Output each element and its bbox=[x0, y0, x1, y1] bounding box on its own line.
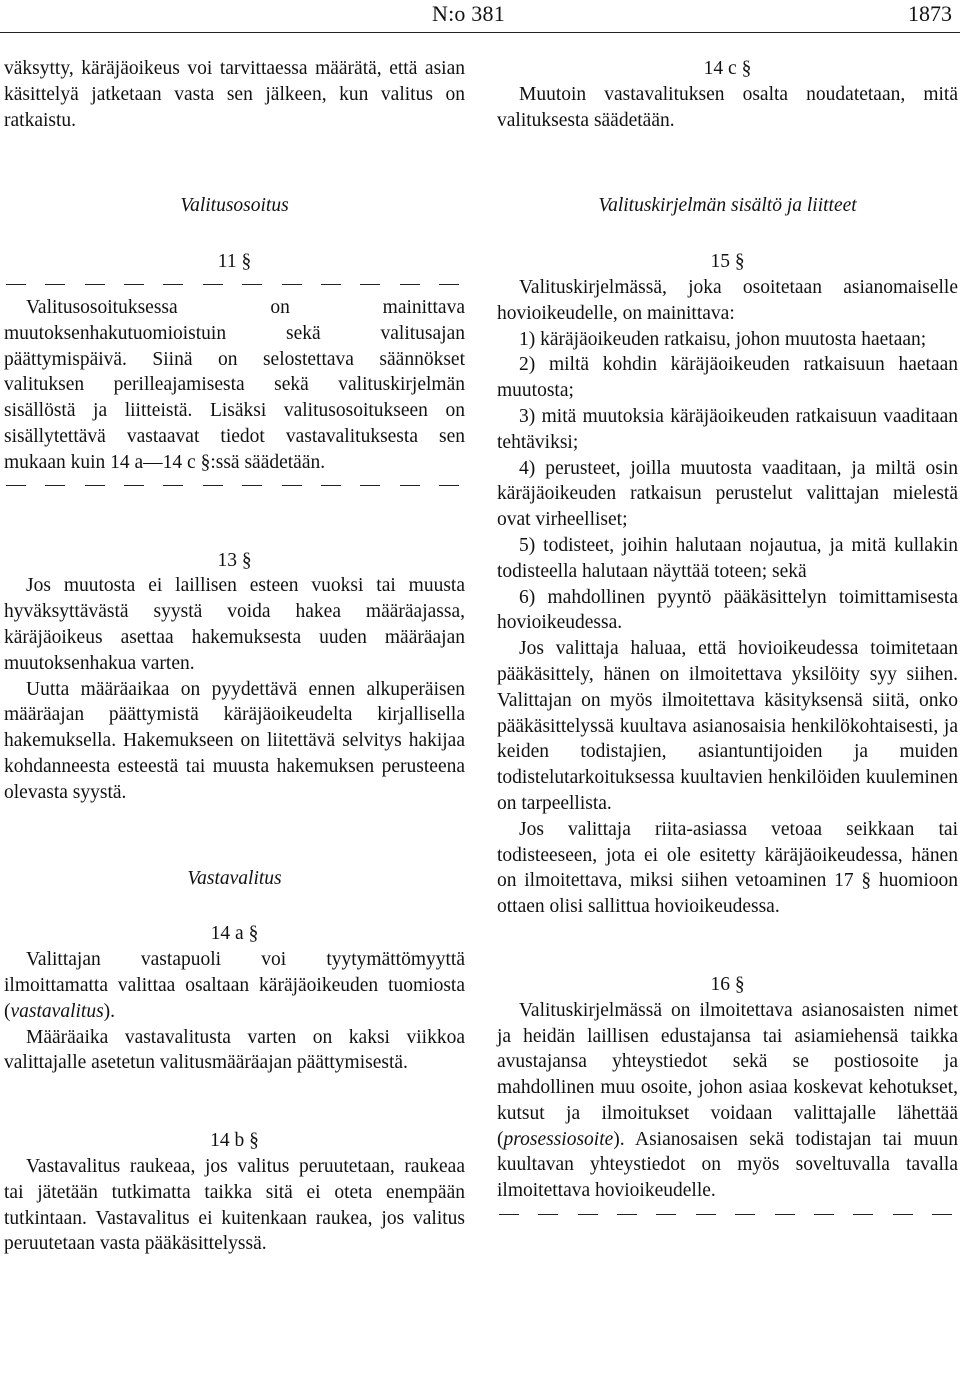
list-item: 4) perusteet, joilla muutosta vaaditaan, ja miltä osin käräjäoikeuden ratkaisun perustelut valittajan mielestä ovat virheelliset; bbox=[497, 457, 958, 531]
continued-paragraph: väksytty, käräjäoikeus voi tarvittaessa määrätä, että asian käsittelyä jatketaan vasta sen jälkeen, kun valitus on ratkaistu. bbox=[4, 58, 465, 131]
section-13-paragraph-1: Jos muutosta ei laillisen esteen vuoksi tai muusta hyväksyttävästä syystä voida hakea määräajassa, käräjäoikeus asettaa hakemuksesta uuden määräajan muutoksenhakua varten. bbox=[4, 575, 465, 674]
omission-dashes bbox=[497, 1204, 958, 1224]
section-15-paragraph-3: Jos valittaja riita-asiassa vetoaa seikkaan tai todisteeseen, jota ei ole esitetty käräjäoikeudessa, hänen on ilmoitettava, miksi siihen vetoaminen 17 § huomioon ottaen olisi sallittua hovioikeudessa. bbox=[497, 818, 958, 918]
header-rule bbox=[0, 32, 960, 33]
section-number-15: 15 § bbox=[710, 251, 745, 273]
section-14a-paragraph-1: Valittajan vastapuoli voi tyytymättömyyttä ilmoittamatta valittaa osaltaan käräjäoikeuden tuomiosta (vastavalitus). bbox=[4, 949, 465, 1022]
section-heading-valitusosoitus: Valitusosoitus bbox=[180, 195, 289, 217]
section-16-text: Valituskirjelmässä on ilmoitettava asianosaisten nimet ja heidän laillisen edustajansa tai asiamiehensä taikka avustajansa yhteystiedot sekä se postiosoite ja mahdollinen muu osoite, johon asiaa koskevat kehotukset, kutsut ja ilmoitukset voidaan valittajalle lähettää (prosessiosoite). Asianosaisen sekä todistajan tai muun kuultavan yhteystiedot on myös soveltuvalla tavalla ilmoitettava hovioikeudelle. bbox=[497, 999, 958, 1202]
list-item: 1) käräjäoikeuden ratkaisu, johon muutosta haetaan; bbox=[519, 328, 927, 350]
list-item: 3) mitä muutoksia käräjäoikeuden ratkaisuun vaaditaan tehtäviksi; bbox=[497, 405, 958, 453]
right-column bbox=[497, 56, 958, 1224]
defined-term: prosessiosoite bbox=[503, 1128, 614, 1150]
section-15-intro: Valituskirjelmässä, joka osoitetaan asianomaiselle hovioikeudelle, on mainittava: bbox=[497, 276, 958, 324]
page-header bbox=[0, 0, 960, 40]
list-item: 5) todisteet, joihin halutaan nojautua, ja mitä kullakin todisteella halutaan näyttää toteen; sekä bbox=[497, 534, 958, 582]
section-14c-text: Muutoin vastavalituksen osalta noudatetaan, mitä valituksesta säädetään. bbox=[497, 83, 958, 131]
section-number-16: 16 § bbox=[710, 973, 745, 995]
section-number-14c: 14 c § bbox=[703, 58, 752, 79]
section-number-14a: 14 a § bbox=[210, 923, 259, 945]
defined-term: vastavalitus bbox=[10, 1000, 104, 1022]
section-heading-sisalto: Valituskirjelmän sisältö ja liitteet bbox=[598, 195, 857, 217]
section-14b-text: Vastavalitus raukeaa, jos valitus peruutetaan, raukeaa tai jätetään tutkimatta taikka sitä ei oteta enempään tutkintaan. Vastavalitus ei kuitenkaan raukea, jos valitus peruutetaan vasta pääkäsittelyssä. bbox=[4, 1155, 465, 1255]
section-number-14b: 14 b § bbox=[210, 1130, 259, 1152]
list-item: 2) miltä kohdin käräjäoikeuden ratkaisuun haetaan muutosta; bbox=[497, 354, 958, 402]
omission-dashes bbox=[4, 476, 465, 496]
omission-dashes bbox=[4, 275, 465, 295]
document-number: N:o 381 bbox=[432, 1, 505, 26]
section-heading-vastavalitus: Vastavalitus bbox=[187, 867, 282, 889]
section-14a-paragraph-2: Määräaika vastavalitusta varten on kaksi viikkoa valittajalle asetetun valitusmääräajan päättymisestä. bbox=[4, 1026, 465, 1074]
list-item: 6) mahdollinen pyyntö pääkäsittelyn toimittamisesta hovioikeudessa. bbox=[497, 586, 958, 634]
section-13-paragraph-2: Uutta määräaikaa on pyydettävä ennen alkuperäisen määräajan päättymistä käräjäoikeudelta kirjallisella hakemuksella. Hakemukseen on liitettävä selvitys hakijaa kohdanneesta esteestä tai muusta hakemuksen perusteena olevasta syystä. bbox=[4, 678, 465, 803]
left-column bbox=[4, 56, 465, 1257]
section-11-text: Valitusosoituksessa on mainittava muutoksenhakutuomioistuin sekä valitusajan päättymispäivä. Siinä on selostettava säännökset valituksen perilleajamisesta sekä valituskirjelmän sisällöstä ja liitteistä. Lisäksi valitusosoitukseen on sisällytettävä vastaavat tiedot vastavalituksesta sen mukaan kuin 14 a—14 c §:ssä säädetään. bbox=[4, 296, 465, 473]
page-number: 1873 bbox=[908, 1, 952, 26]
section-number-13: 13 § bbox=[217, 549, 252, 571]
section-number-11: 11 § bbox=[217, 251, 252, 273]
section-15-paragraph-2: Jos valittaja haluaa, että hovioikeudessa toimitetaan pääkäsittely, hänen on ilmoitettava yksilöity syy siihen. Valittajan on myös ilmoitettava käsityksensä siitä, onko pääkäsittelyssä kuultava asianosaisia henkilökohtaisesti, ja keiden todistajien, asiantuntijoiden ja muiden todistelutarkoituksessa kuultavien henkilöiden kuuleminen on tarpeellista. bbox=[497, 638, 958, 814]
